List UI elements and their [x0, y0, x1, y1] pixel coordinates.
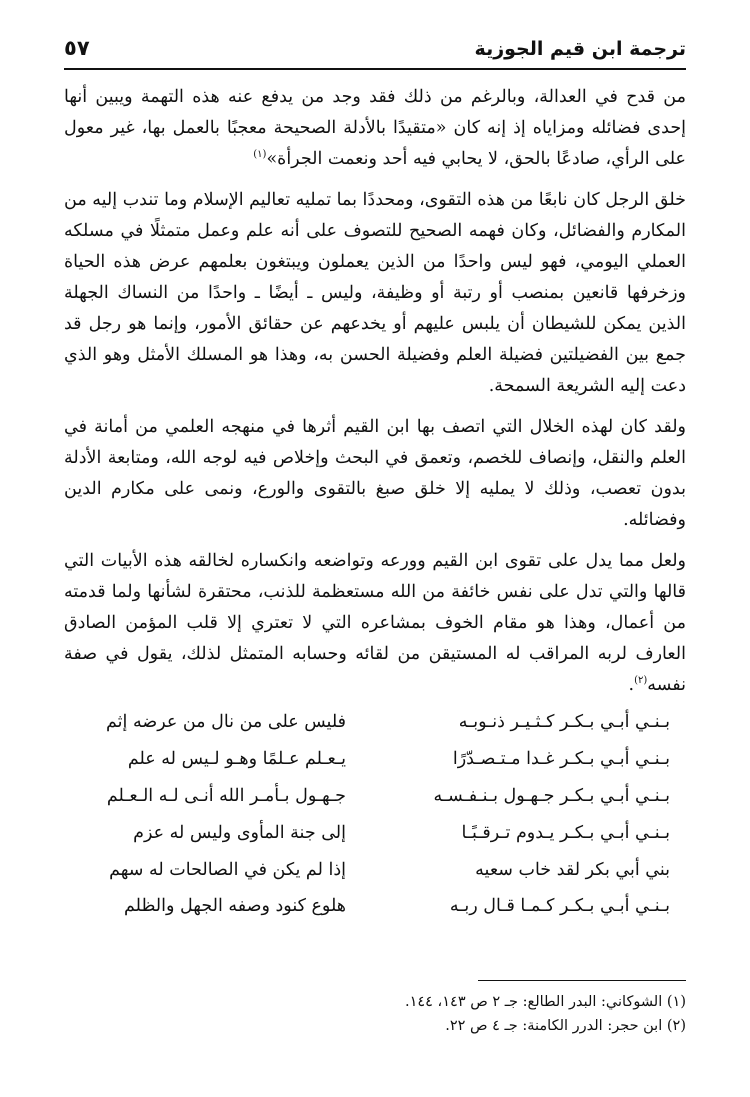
verse-first-hemistich: بـنـي أبـي بـكـر جـهـول بـنـفـسـه: [433, 785, 670, 806]
verse-second-hemistich: إذا لم يكن في الصالحات له سهم: [109, 859, 346, 880]
poem-verse: [90, 704, 670, 741]
verse-first-hemistich: بـنـي أبـي بـكـر كـثـيـر ذنـوبـه: [458, 712, 670, 733]
paragraph-text: ولعل مما يدل على تقوى ابن القيم وورعه وتواضعه وانكساره لخالقه هذه الأبيات التي قالها والتي تدل على نفس خائفة من الله مستعظمة للذنب، محتقرة لشأنها ولما قدمته من أعمال، وهذا هو مقام الخوف بمشاعره التي لا تعتري إلا قلب المؤمن الصادق العارف لربه المراقب له المستيقن من لقائه وحسابه المتمثل لذلك، يقول في صفة نفسه: [64, 551, 686, 695]
paragraph-text: من قدح في العدالة، وبالرغم من ذلك فقد وجد من يدفع عنه هذه التهمة ويبين أنها إحدى فضائله ومزاياه إذ إنه كان «متقيدًا بالأدلة الصحيحة معجبًا بالعمل بها، غير معول على الرأي، صادعًا بالحق، لا يحابي فيه أحد ونعمت الجرأة»: [64, 87, 686, 169]
poem-verse: [90, 778, 670, 815]
paragraph: [64, 82, 686, 175]
poem-verse: [90, 888, 670, 925]
paragraph: [64, 412, 686, 536]
footnote-number: (١): [666, 994, 686, 1010]
footnote: [64, 1014, 686, 1038]
book-page: [64, 0, 686, 1097]
footnote: [64, 990, 686, 1014]
paragraph: [64, 546, 686, 701]
verse-first-hemistich: بني أبي بكر لقد خاب سعيه: [475, 859, 670, 880]
paragraph-tail: .: [628, 675, 635, 695]
footnote-divider: [478, 980, 686, 981]
paragraph-text: ولقد كان لهذه الخلال التي اتصف بها ابن القيم أثرها في منهجه العلمي من أمانة في العلم والنقل، وإنصاف للخصم، وتعمق في البحث وإخلاص فيه لوجه الله، ومتابعة الأدلة بدون تعصب، وذلك لا يمليه إلا خلق صبغ بالتقوى والورع، ونمى على مكارم الدين وفضائله.: [64, 417, 686, 530]
poem: [90, 704, 670, 925]
footnote-text: ابن حجر: الدرر الكامنة: جـ ٤ ص ٢٢.: [445, 1018, 663, 1034]
poem-verse: [90, 814, 670, 851]
verse-second-hemistich: يـعـلم عـلمًا وهـو لـيس له علم: [127, 749, 346, 770]
verse-second-hemistich: إلى جنة المأوى وليس له عزم: [133, 822, 346, 843]
verse-first-hemistich: بـنـي أبـي بـكـر يـدوم تـرقـبًـا: [461, 822, 670, 843]
page-number: ٥٧: [64, 36, 90, 60]
page-header: [64, 32, 686, 70]
footnote-number: (٢): [666, 1018, 686, 1034]
verse-first-hemistich: بـنـي أبـي بـكـر غـدا مـتـصـدّرًا: [452, 749, 670, 770]
poem-verse: [90, 741, 670, 778]
footnote-ref: (٢): [634, 675, 648, 687]
footnotes: [64, 990, 686, 1038]
verse-second-hemistich: هلوع كنود وصفه الجهل والظلم: [124, 896, 346, 917]
body-text: [64, 82, 686, 711]
footnote-ref: (١): [253, 149, 267, 161]
poem-verse: [90, 851, 670, 888]
running-title: ترجمة ابن قيم الجوزية: [474, 38, 686, 60]
verse-second-hemistich: جـهـول بـأمـر الله أنـى لـه الـعـلم: [106, 785, 346, 806]
footnote-text: الشوكاني: البدر الطالع: جـ ٢ ص ١٤٣، ١٤٤.: [404, 994, 663, 1010]
verse-second-hemistich: فليس على من نال من عرضه إثم: [106, 712, 346, 733]
verse-first-hemistich: بـنـي أبـي بـكـر كـمـا قـال ربـه: [449, 896, 670, 917]
paragraph-text: خلق الرجل كان نابعًا من هذه التقوى، ومحددًا بما تمليه تعاليم الإسلام وما تندب إليه من المكارم والفضائل، وكان فهمه الصحيح للتصوف على أنه علم وعمل متمثلًا في مسلكه العملي اليومي، فهو ليس واحدًا من الذين يعملون ويبتغون بعلمهم عرض هذه الحياة وزخرفها قانعين بمنصب أو رتبة أو وظيفة، وليس ـ أيضًا ـ واحدًا من النساك الجهلة الذين يمكن للشيطان أن يلبس عليهم أو يخدعهم عن حقائق الأمور، وإنما هو رجل قد جمع بين الفضيلتين فضيلة العلم وفضيلة الحسن به، وهذا هو المسلك الأمثل وهو الذي دعت إليه الشريعة السمحة.: [64, 190, 686, 396]
paragraph: [64, 185, 686, 402]
